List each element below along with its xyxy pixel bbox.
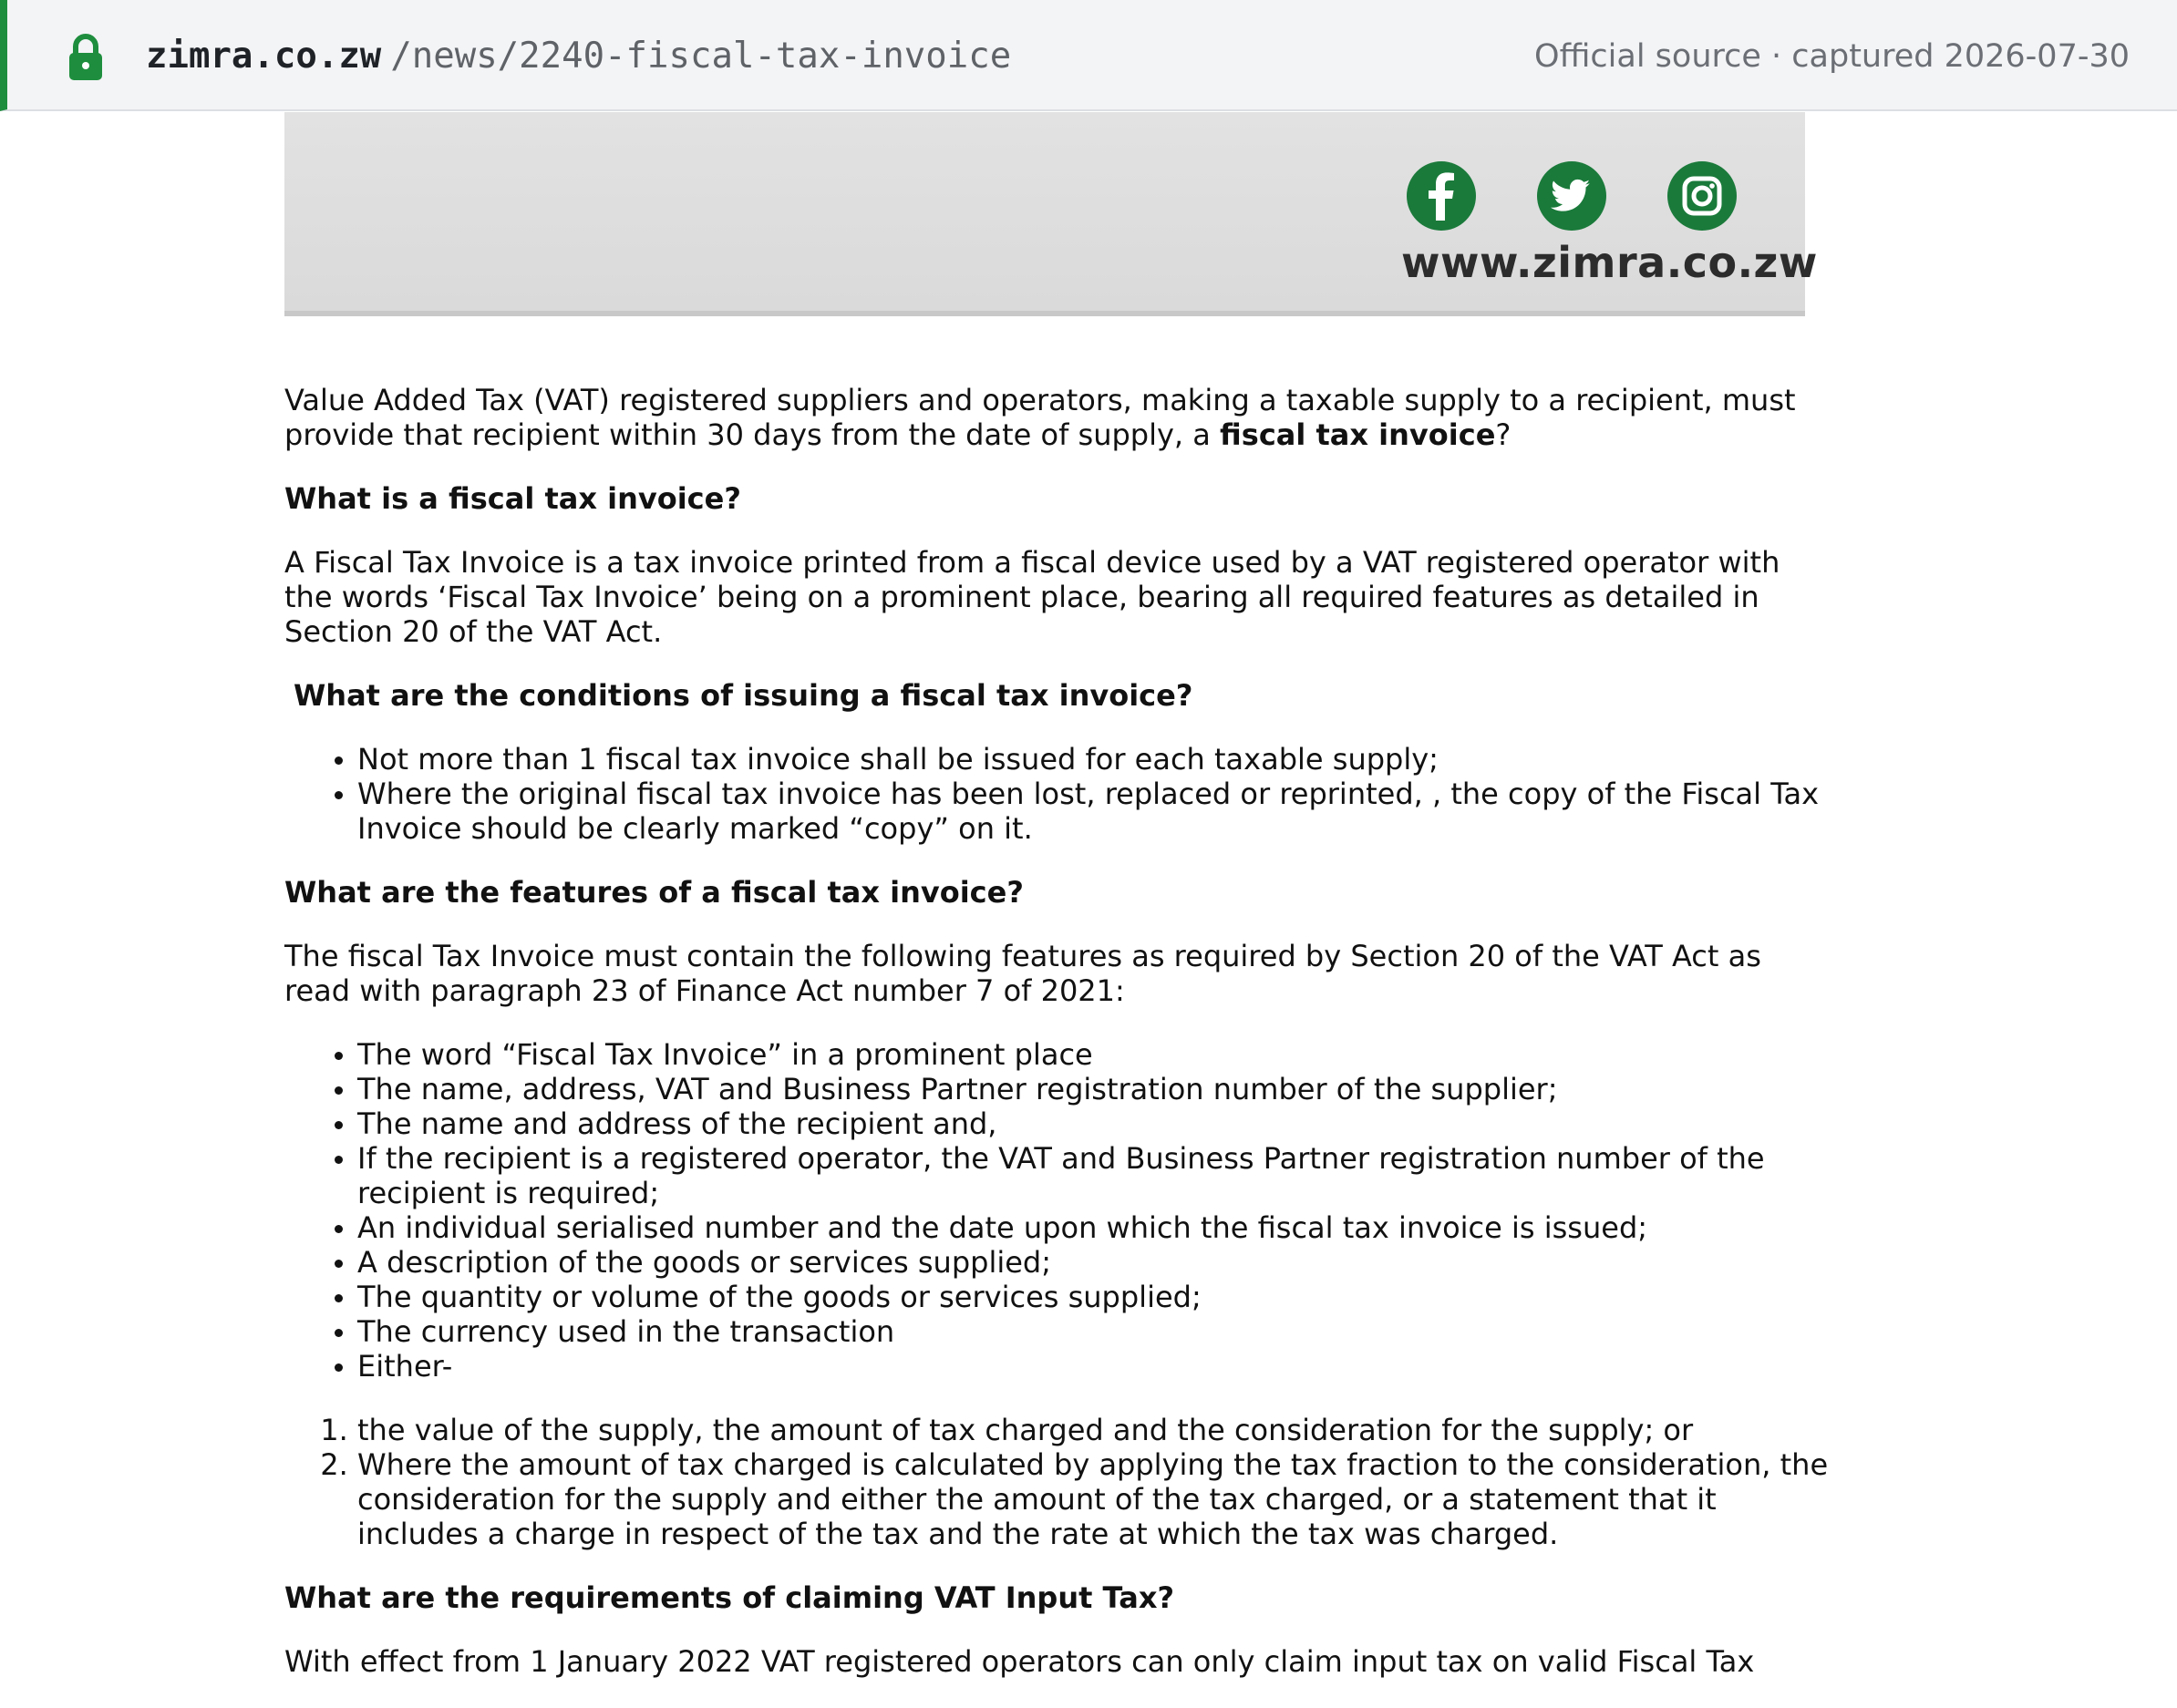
url-domain: zimra.co.zw (146, 36, 382, 77)
instagram-icon[interactable] (1666, 160, 1738, 232)
lock-icon (60, 31, 111, 82)
list-item: 2. Where the amount of tax charged is calculated by applying the tax fraction to the consideration, the consideration for the supply and either the amount of the tax charged, or a statement that it includes a charge in respect of the tax and the rate at which the tax was charged. (357, 1447, 1834, 1551)
paragraph-input-tax: With effect from 1 January 2022 VAT registered operators can only claim input tax on valid Fiscal Tax (284, 1644, 1755, 1679)
list-item: • If the recipient is a registered operator, the VAT and Business Partner registration number of the recipient is required; (357, 1141, 1834, 1210)
intro-text: Value Added Tax (VAT) registered suppliers and operators, making a taxable supply to a recipient, must provide that recipient within 30 days from the date of supply, a (284, 383, 1796, 452)
list-item: • Not more than 1 fiscal tax invoice shall be issued for each taxable supply; (357, 742, 1834, 777)
article-banner (284, 112, 1818, 316)
list-item: • Where the original fiscal tax invoice has been lost, replaced or reprinted, , the copy of the Fiscal Tax Invoice should be clearly marked “copy” on it. (357, 777, 1834, 846)
either-options-list (284, 1413, 1834, 1551)
list-item: • The name, address, VAT and Business Partner registration number of the supplier; (357, 1072, 1834, 1106)
source-note: Official source · captured 2026-07-30 (1534, 38, 2130, 75)
url-text[interactable] (146, 31, 1011, 82)
banner-site-url: www.zimra.co.zw (1401, 238, 1818, 287)
list-item: 1. the value of the supply, the amount of tax charged and the consideration for the supply; or (357, 1413, 1834, 1447)
article-body (284, 383, 1834, 1708)
url-path: /news/2240-fiscal-tax-invoice (390, 36, 1012, 77)
heading-features: What are the features of a fiscal tax invoice? (284, 875, 1024, 910)
heading-input-tax: What are the requirements of claiming VAT Input Tax? (284, 1580, 1175, 1615)
facebook-icon[interactable] (1406, 160, 1477, 232)
paragraph-what-is: A Fiscal Tax Invoice is a tax invoice printed from a fiscal device used by a VAT registered operator with the words ‘Fiscal Tax Invoice’ being on a prominent place, bearing all required features as detailed in Section 20 of the VAT Act. (284, 545, 1780, 649)
heading-what-is: What is a fiscal tax invoice? (284, 481, 741, 516)
intro-bold-term: fiscal tax invoice (1220, 417, 1496, 452)
paragraph-features: The fiscal Tax Invoice must contain the following features as required by Section 20 of the VAT Act as read with paragraph 23 of Finance Act number 7 of 2021: (284, 939, 1761, 1008)
conditions-list (284, 742, 1834, 846)
features-list (284, 1037, 1834, 1384)
intro-paragraph (284, 383, 1834, 452)
list-item: • Either- (357, 1349, 1834, 1384)
heading-conditions: What are the conditions of issuing a fiscal tax invoice? (294, 678, 1193, 713)
address-bar (0, 0, 2177, 111)
list-item: • The currency used in the transaction (357, 1314, 1834, 1349)
list-item: • The word “Fiscal Tax Invoice” in a prominent place (357, 1037, 1834, 1072)
twitter-icon[interactable] (1536, 160, 1607, 232)
list-item: • A description of the goods or services supplied; (357, 1245, 1834, 1280)
list-item: • An individual serialised number and the date upon which the fiscal tax invoice is issued; (357, 1210, 1834, 1245)
intro-end: ? (1495, 417, 1512, 452)
list-item: • The name and address of the recipient and, (357, 1106, 1834, 1141)
list-item: • The quantity or volume of the goods or services supplied; (357, 1280, 1834, 1314)
